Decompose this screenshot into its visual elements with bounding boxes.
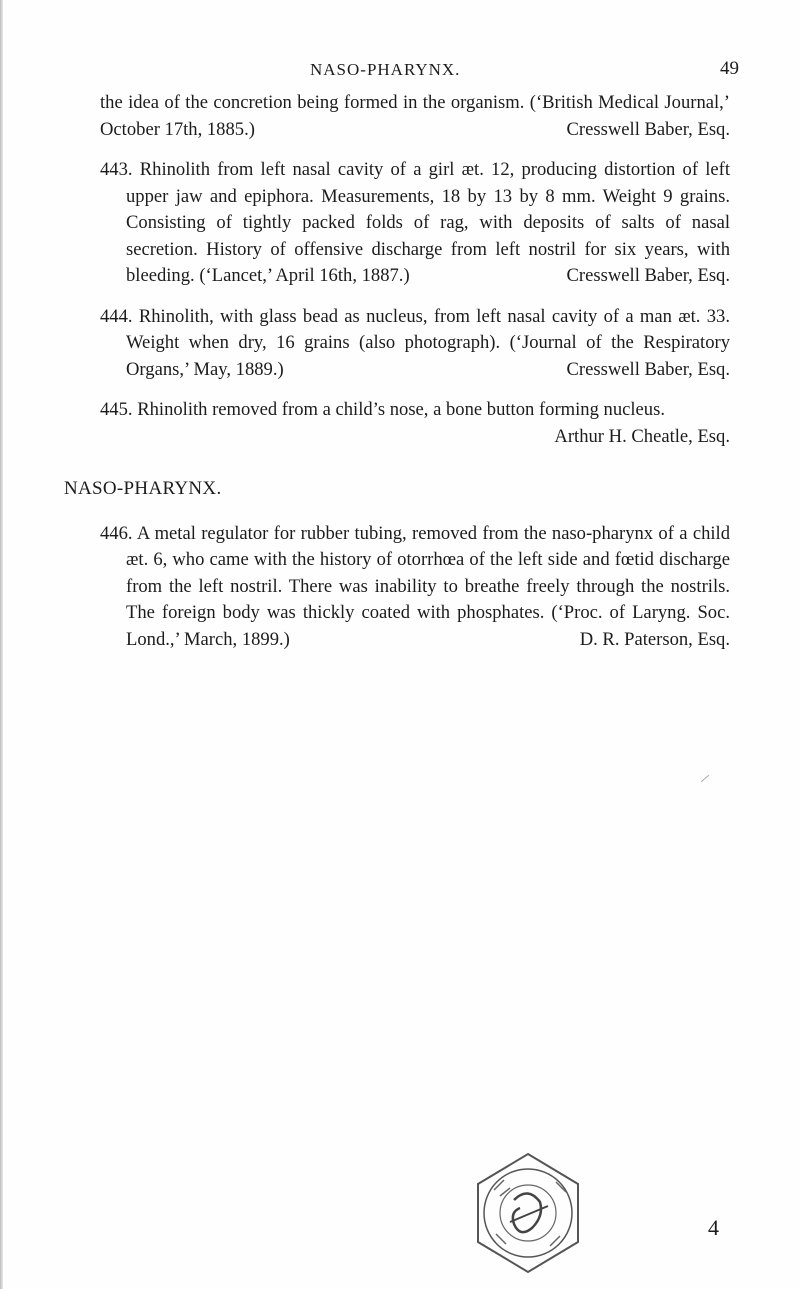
- text-block: [64, 90, 731, 667]
- library-seal-stamp: [470, 1150, 586, 1281]
- entry-444: [100, 304, 730, 384]
- continuation-paragraph: [100, 90, 730, 143]
- stray-mark: [701, 775, 709, 782]
- entry-number: 443.: [100, 159, 133, 180]
- entry-text: Rhinolith from left nasal cavity of a girl æt. 12, producing distortion of left upper jaw and epiphora. Measurements, 18 by 13 by 8 mm. Weight 9 grains. Consisting of tightly packed folds of rag, with deposits of salts of nasal secretion. History of offensive discharge from left nostril for six years, with bleeding. (‘Lancet,’ April 16th, 1887.): [126, 159, 730, 286]
- entry-number: 444.: [100, 305, 133, 327]
- entry-446: [100, 521, 730, 654]
- entry-credit: Cresswell Baber, Esq.: [566, 358, 730, 380]
- paragraph-credit: Cresswell Baber, Esq.: [566, 118, 730, 140]
- entry-number: 445.: [100, 399, 133, 420]
- entry-credit: Cresswell Baber, Esq.: [566, 265, 730, 286]
- entry-text: Rhinolith, with glass bead as nucleus, from left nasal cavity of a man æt. 33. Weight when dry, 16 grains (also photograph). (‘Journal of the Respiratory Organs,’ May, 1889.): [126, 305, 731, 380]
- entry-number: 446.: [100, 522, 133, 544]
- entry-credit: Arthur H. Cheatle, Esq.: [554, 425, 730, 447]
- page-edge: [0, 0, 3, 1289]
- seal-icon: [470, 1150, 586, 1276]
- running-head: NASO-PHARYNX.: [310, 60, 461, 79]
- entry-443: [100, 157, 730, 290]
- page-number: 49: [720, 58, 739, 79]
- signature-mark: 4: [708, 1215, 719, 1240]
- paragraph-text: the idea of the concretion being formed in the organism. (‘British Medical Journal,’ October 17th, 1885.): [100, 92, 730, 140]
- entry-credit: D. R. Paterson, Esq.: [579, 628, 730, 650]
- entry-text: A metal regulator for rubber tubing, removed from the naso-pharynx of a child æt. 6, who came with the history of otorrhœa of the left side and fœtid discharge from the left nostril. There was inability to breathe freely through the nostrils. The foreign body was thickly coated with phosphates. (‘Proc. of Laryng. Soc. Lond.,’ March, 1899.): [126, 522, 730, 650]
- section-heading: NASO-PHARYNX.: [64, 478, 222, 499]
- entry-445: [100, 397, 730, 450]
- entry-text: Rhinolith removed from a child’s nose, a bone button forming nucleus.: [137, 399, 665, 420]
